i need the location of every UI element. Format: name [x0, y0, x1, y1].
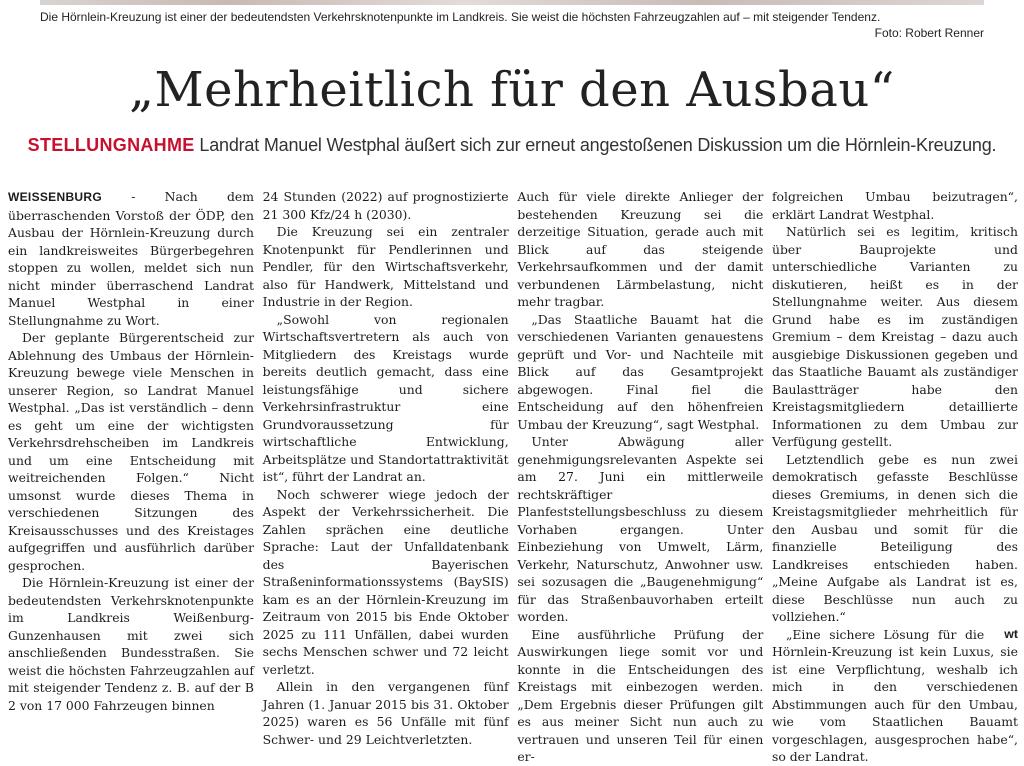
- paragraph: Auch für viele direkte Anlieger der bestehenden Kreuzung sei die derzeitige Situation, gerade auch mit Blick auf das steigende Verkehrsaufkommen und der damit verbundenen Lärmbelastung, nicht mehr tragbar.: [517, 189, 764, 309]
- article-column-3: [517, 188, 764, 764]
- paragraph: Letztendlich gebe es nun zwei demokratisch gefasste Beschlüsse dieses Gremiums, in denen sich die Kreistagsmitglieder mehrheitlich für den Ausbau und somit für die finanzielle Beteiligung des Landkreises entschieden haben. „Meine Aufgabe als Landrat ist es, diese Beschlüsse nun auch zu vollziehen.“: [771, 451, 1018, 624]
- photo-credit: Foto: Robert Renner: [874, 26, 984, 40]
- paragraph: wt „Eine sichere Lösung für die Hörnlein-Kreuzung ist kein Luxus, sie ist eine Verpflichtung, weshalb ich mich in den verschiedenen Abstimmungen auch für den Umbau, wie vom Staatlichen Bauamt vorgeschlagen, ausgesprochen habe“, so der Landrat.: [771, 626, 1018, 764]
- article-column-1: [8, 188, 254, 713]
- paragraph: 24 Stunden (2022) auf prognostizierte 21 300 Kfz/24 h (2030).: [262, 189, 509, 222]
- photo-caption: [40, 9, 984, 41]
- paragraph: Natürlich sei es legitim, kritisch über Bauprojekte und unterschiedliche Varianten zu diskutieren, heißt es in der Stellungnahme weiter. Aus diesem Grund habe es im zuständigen Gremium – dem Kreistag – dazu auch ausgiebige Diskussionen gegeben und das Staatliche Bauamt als zuständiger Baulastträger habe den Kreistagsmitgliedern detaillierte Informationen zu dem Umbau zur Verfügung gestellt.: [771, 224, 1018, 449]
- paragraph: Noch schwerer wiege jedoch der Aspekt der Verkehrssicherheit. Die Zahlen sprächen eine deutliche Sprache: Laut der Unfalldatenbank des Bayerischen Straßeninformationssystems (BaySIS) kam es an der Hörnlein-Kreuzung im Zeitraum von 2015 bis Ende Oktober 2025 zu 111 Unfällen, dabei wurden sechs Menschen schwer und 72 leicht verletzt.: [262, 486, 509, 677]
- paragraph: folgreichen Umbau beizutragen“, erklärt Landrat Westphal.: [771, 189, 1018, 222]
- article-column-4: [771, 188, 1018, 764]
- headline: „Mehrheitlich für den Ausbau“: [129, 62, 895, 118]
- paragraph: Der geplante Bürgerentscheid zur Ablehnung des Umbaus der Hörnlein-Kreuzung bewege viele Menschen in unserer Region, so Landrat Manuel Westphal. „Das ist verständlich – denn es geht um eine der wichtigsten Verkehrsdrehscheiben im Landkreis und um eine Entscheidung mit weitreichenden Folgen.“ Nicht umsonst wurde dieses Thema in verschiedenen Sitzungen des Kreisausschusses und des Kreistages aufgegriffen und ausführlich darüber gesprochen.: [8, 330, 254, 573]
- paragraph: Die Hörnlein-Kreuzung ist einer der bedeutendsten Verkehrsknotenpunkte im Landkreis Weißenburg-Gunzenhausen mit zwei sich anschließenden Bundesstraßen. Sie weist die höchsten Fahrzeugzahlen auf mit steigender Tendenz z. B. auf der B 2 von 17 000 Fahrzeugen binnen: [8, 575, 254, 713]
- kicker-label: STELLUNGNAHME: [27, 135, 195, 155]
- photo-bottom-edge: [40, 0, 984, 5]
- paragraph: Allein in den vergangenen fünf Jahren (1. Januar 2015 bis 31. Oktober 2025) waren es 56 Unfälle mit fünf Schwer- und 29 Leichtverletzten.: [262, 679, 509, 747]
- dateline: WEISSENBURG: [8, 190, 102, 204]
- paragraph: Unter Abwägung aller genehmigungsrelevanten Aspekte sei am 27. Juni ein mittlerweile rechtskräftiger Planfeststellungsbeschluss zu diesem Vorhaben ergangen. Unter Einbeziehung von Umwelt, Lärm, Verkehr, Naturschutz, Anwohner usw. sei sozusagen die „Baugenehmigung“ für das Straßenbauvorhaben erteilt worden.: [517, 434, 764, 624]
- subheadline: [0, 133, 1024, 157]
- paragraph: WEISSENBURG - Nach dem überraschenden Vorstoß der ÖDP, den Ausbau der Hörnlein-Kreuzung durch ein landkreisweites Bürgerbegehren stoppen zu wollen, meldet sich nun nicht minder überraschend Landrat Manuel Westphal in einer Stellungnahme zu Wort.: [8, 189, 254, 328]
- caption-text: Die Hörnlein-Kreuzung ist einer der bedeutendsten Verkehrsknotenpunkte im Landkreis. Sie weist die höchsten Fahrzeugzahlen auf – mit steigender Tendenz.: [40, 10, 881, 24]
- author-initials: wt: [1004, 626, 1018, 641]
- paragraph: „Sowohl von regionalen Wirtschaftsvertretern als auch von Mitgliedern des Kreistags wurde bereits deutlich gemacht, dass eine leistungsfähige und sichere Verkehrsinfrastruktur eine Grundvoraussetzung für wirtschaftliche Entwicklung, Arbeitsplätze und Standortattraktivität ist“, führt der Landrat an.: [262, 311, 509, 484]
- article-body: [8, 188, 1018, 764]
- article-column-2: [262, 188, 509, 747]
- paragraph: Eine ausführliche Prüfung der Auswirkungen liege somit vor und konnte in die Entscheidungen des Kreistags mit einbezogen werden. „Dem Ergebnis dieser Prüfungen gilt es aus meiner Sicht nun auch zu vertrauen und unseren Teil für einen er-: [517, 626, 764, 764]
- paragraph: „Das Staatliche Bauamt hat die verschiedenen Varianten genauestens geprüft und Vor- und Nachteile mit Blick auf das Gesamtprojekt abgewogen. Final fiel die Entscheidung auf den höhenfreien Umbau der Kreuzung“, sagt Westphal.: [517, 311, 764, 432]
- subheadline-text: Landrat Manuel Westphal äußert sich zur erneut angestoßenen Diskussion um die Hörnlein-Kreuzung.: [199, 135, 997, 155]
- paragraph: Die Kreuzung sei ein zentraler Knotenpunkt für Pendlerinnen und Pendler, für den Wirtschaftsverkehr, also für Handwerk, Mittelstand und Industrie in der Region.: [262, 224, 509, 309]
